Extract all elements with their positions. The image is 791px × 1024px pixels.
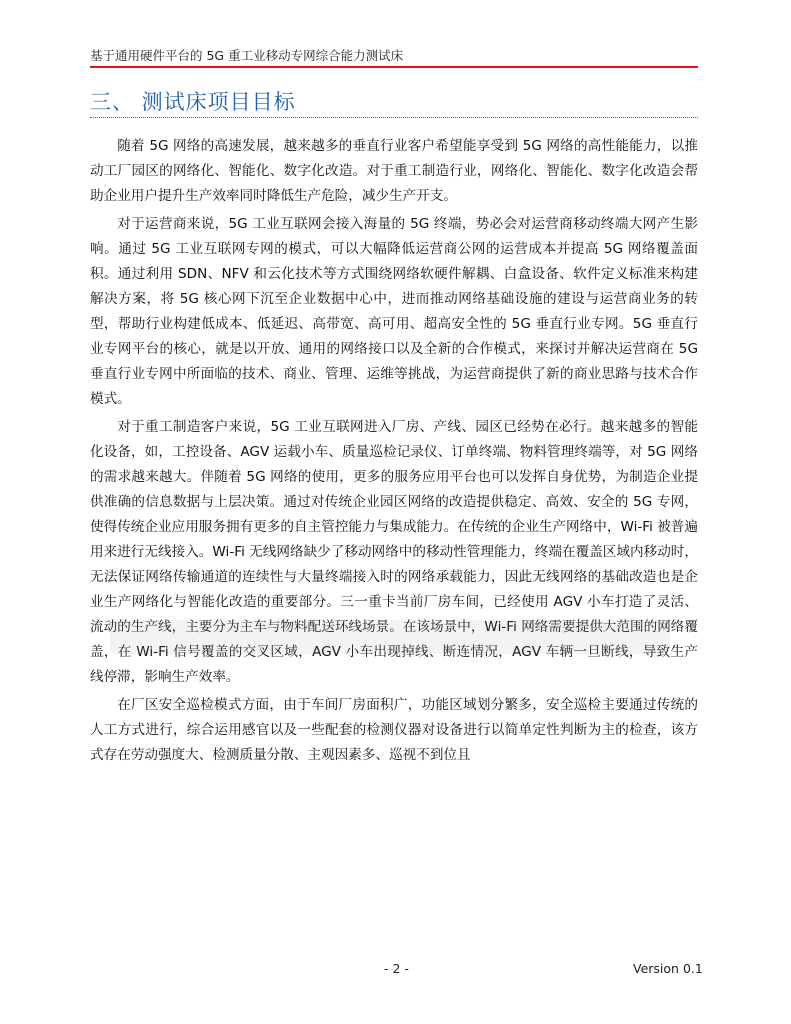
paragraph: 对于运营商来说，5G 工业互联网会接入海量的 5G 终端，势必会对运营商移动终端大网产生影响。通过 5G 工业互联网专网的模式，可以大幅降低运营商公网的运营成本并提高 5G 网络覆盖面积。通过利用 SDN、NFV 和云化技术等方式围绕网络软硬件解耦、白盒设备、软件定义标准来构建解决方案，将 5G 核心网下沉至企业数据中心中，进而推动网络基础设施的建设与运营商业务的转型，帮助行业构建低成本、低延迟、高带宽、高可用、超高安全性的 5G 垂直行业专网。5G 垂直行业专网平台的核心，就是以开放、通用的网络接口以及全新的合作模式，来探讨并解决运营商在 5G 垂直行业专网中所面临的技术、商业、管理、运维等挑战，为运营商提供了新的商业思路与技术合作模式。 <box>90 216 698 407</box>
paragraph: 对于重工制造客户来说，5G 工业互联网进入厂房、产线、园区已经势在必行。越来越多的智能化设备，如，工控设备、AGV 运载小车、质量巡检记录仪、订单终端、物料管理终端等，对 5G 网络的需求越来越大。伴随着 5G 网络的使用，更多的服务应用平台也可以发挥自身优势，为制造企业提供准确的信息数据与上层决策。通过对传统企业园区网络的改造提供稳定、高效、安全的 5G 专网，使得传统企业应用服务拥有更多的自主管控能力与集成能力。在传统的企业生产网络中，Wi-Fi 被普遍用来进行无线接入。Wi-Fi 无线网络缺少了移动网络中的移动性管理能力，终端在覆盖区域内移动时，无法保证网络传输通道的连续性与大量终端接入时的网络承载能力，因此无线网络的基础改造也是企业生产网络化与智能化改造的重要部分。三一重卡当前厂房车间，已经使用 AGV 小车打造了灵活、流动的生产线，主要分为主车与物料配送环线场景。在该场景中，Wi-Fi 网络需要提供大范围的网络覆盖，在 Wi-Fi 信号覆盖的交叉区域，AGV 小车出现掉线、断连情况，AGV 车辆一旦断线，导致生产线停滞，影响生产效率。 <box>90 419 698 685</box>
page-number: - 2 - <box>384 961 409 976</box>
section-divider <box>90 117 698 118</box>
header-divider <box>90 66 698 68</box>
paragraph: 在厂区安全巡检模式方面，由于车间厂房面积广，功能区域划分繁多，安全巡检主要通过传统的人工方式进行，综合运用感官以及一些配套的检测仪器对设备进行以简单定性判断为主的检查，该方式存在劳动强度大、检测质量分散、主观因素多、巡视不到位且 <box>90 697 698 763</box>
body-text <box>90 134 698 771</box>
paragraph: 随着 5G 网络的高速发展，越来越多的垂直行业客户希望能享受到 5G 网络的高性能能力，以推动工厂园区的网络化、智能化、数字化改造。对于重工制造行业，网络化、智能化、数字化改造会帮助企业用户提升生产效率同时降低生产危险，减少生产开支。 <box>90 138 698 204</box>
document-title: 基于通用硬件平台的 5G 重工业移动专网综合能力测试床 <box>90 48 404 63</box>
section-heading: 三、 测试床项目目标 <box>90 90 296 114</box>
version-label: Version 0.1 <box>633 961 703 976</box>
